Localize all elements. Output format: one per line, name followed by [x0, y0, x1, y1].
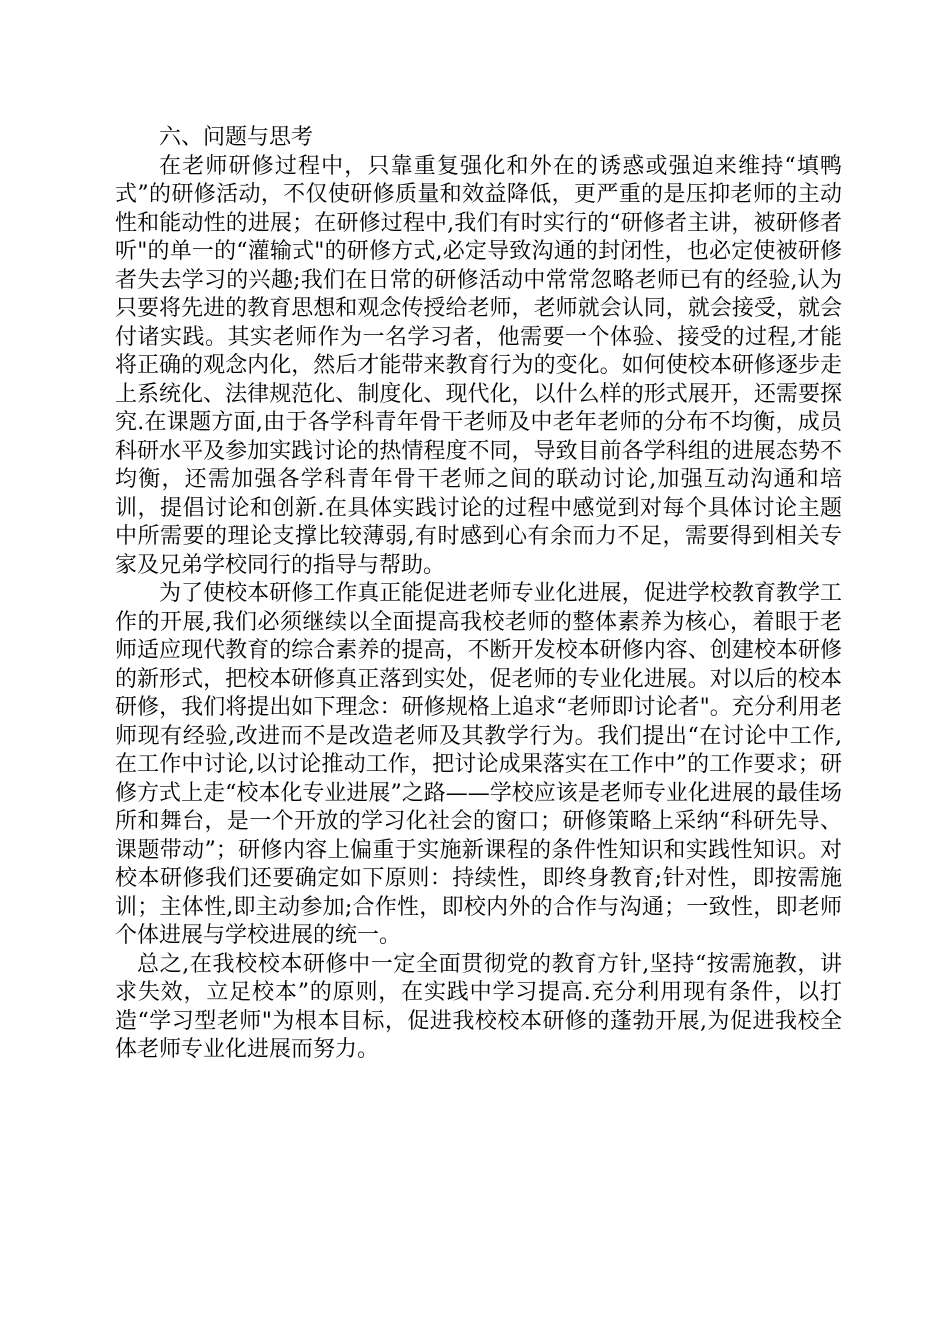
paragraph-conclusion: 总之,在我校校本研修中一定全面贯彻党的教育方针,坚持“按需施教，讲求失效，立足校本”的原则，在实践中学习提高.充分利用现有条件，以打造“学习型老师"为根本目标，促进我校校本研修的蓬勃开展,为促进我校全体老师专业化进展而努力。	[115, 951, 842, 1062]
section-heading: 六、问题与思考	[159, 125, 314, 150]
paragraph-plans: 为了使校本研修工作真正能促进老师专业化进展，促进学校教育教学工作的开展,我们必须继续以全面提高我校老师的整体素养为核心，着眼于老师适应现代教育的综合素养的提高，不断开发校本研修内容、创建校本研修的新形式，把校本研修真正落到实处，促老师的专业化进展。对以后的校本研修，我们将提出如下理念：研修规格上追求“老师即讨论者"。充分利用老师现有经验,改进而不是改造老师及其教学行为。我们提出“在讨论中工作,在工作中讨论,以讨论推动工作，把讨论成果落实在工作中”的工作要求；研修方式上走“校本化专业进展”之路——学校应该是老师专业化进展的最佳场所和舞台，是一个开放的学习化社会的窗口；研修策略上采纳“科研先导、课题带动”；研修内容上偏重于实施新课程的条件性知识和实践性知识。对校本研修我们还要确定如下原则：持续性，即终身教育;针对性，即按需施训；主体性,即主动参加;合作性，即校内外的合作与沟通；一致性，即老师个体进展与学校进展的统一。	[115, 581, 842, 948]
document-body	[115, 124, 842, 1065]
paragraph-problems: 在老师研修过程中，只靠重复强化和外在的诱惑或强迫来维持“填鸭式”的研修活动，不仅使研修质量和效益降低，更严重的是压抑老师的主动性和能动性的进展；在研修过程中,我们有时实行的“研修者主讲，被研修者听"的单一的“灌输式"的研修方式,必定导致沟通的封闭性，也必定使被研修者失去学习的兴趣;我们在日常的研修活动中常常忽略老师已有的经验,认为只要将先进的教育思想和观念传授给老师，老师就会认同，就会接受，就会付诸实践。其实老师作为一名学习者，他需要一个体验、接受的过程,才能将正确的观念内化，然后才能带来教育行为的变化。如何使校本研修逐步走上系统化、法律规范化、制度化、现代化，以什么样的形式展开，还需要探究.在课题方面,由于各学科青年骨干老师及中老年老师的分布不均衡，成员科研水平及参加实践讨论的热情程度不同，导致目前各学科组的进展态势不均衡，还需加强各学科青年骨干老师之间的联动讨论,加强互动沟通和培训，提倡讨论和创新.在具体实践讨论的过程中感觉到对每个具体讨论主题中所需要的理论支撑比较薄弱,有时感到心有余而力不足，需要得到相关专家及兄弟学校同行的指导与帮助。	[115, 153, 842, 578]
